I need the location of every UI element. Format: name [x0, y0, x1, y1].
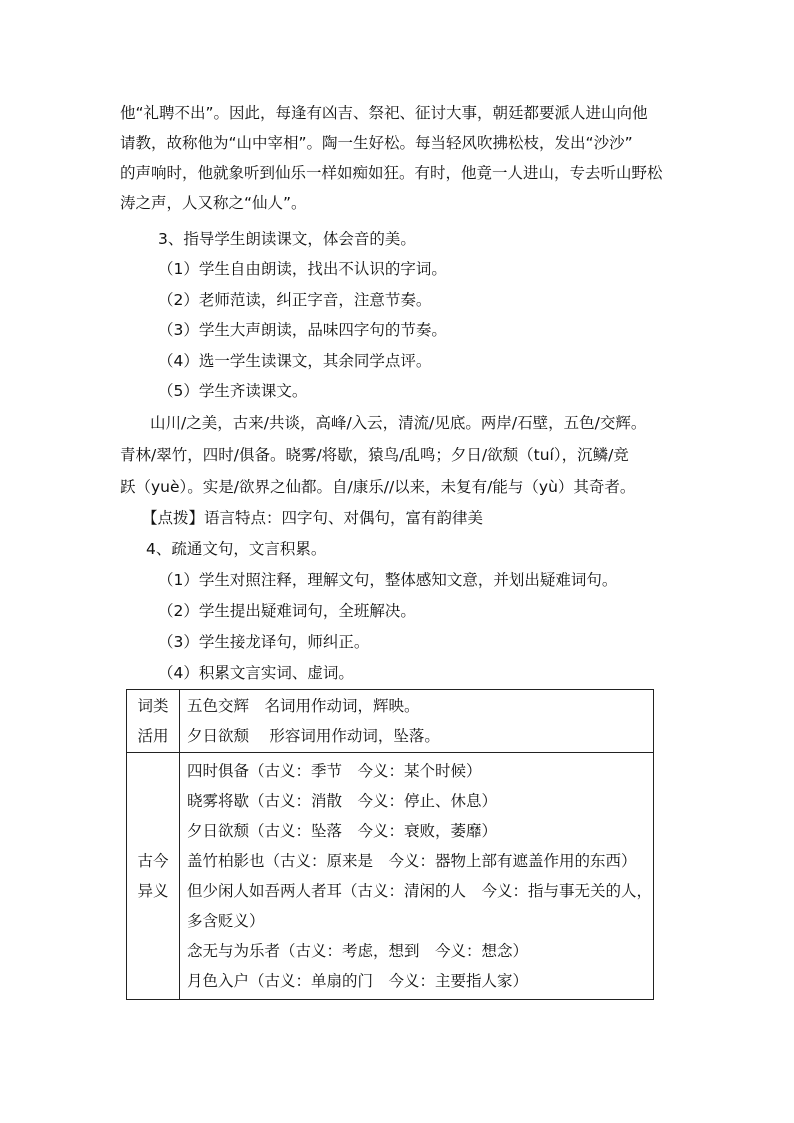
- step3-item: （4）选一学生读课文，其余同学点评。: [158, 352, 432, 370]
- tip-text: 语言特点：四字句、对偶句，富有韵律美: [204, 509, 484, 527]
- content-line: 盖竹柏影也（古义：原来是 今义：器物上部有遮盖作用的东西）: [187, 852, 637, 870]
- table-row: [127, 690, 654, 753]
- category-cell: [127, 753, 180, 1000]
- passage-line: 山川/之美，古来/共谈，高峰/入云，清流/见底。两岸/石壁，五色/交辉。: [150, 414, 647, 432]
- tip-line: [142, 508, 702, 528]
- table-row: [127, 753, 654, 1000]
- content-cell: [180, 753, 654, 1000]
- step3-item: （5）学生齐读课文。: [158, 382, 308, 400]
- content-line: 夕日欲颓（古义：坠落 今义：衰败，萎靡）: [187, 822, 498, 840]
- passage-line: 青林/翠竹，四时/俱备。晓雾/将歇，猿鸟/乱鸣；夕日/欲颓（tuí），沉鳞/竞: [120, 446, 629, 464]
- passage-line: 跃（yuè）。实是/欲界之仙都。自/康乐//以来，未复有/能与（yù）其奇者。: [120, 478, 636, 496]
- step3-item: （2）老师范读，纠正字音，注意节奏。: [158, 291, 432, 309]
- category-label: 古今: [137, 852, 169, 870]
- category-label: 词类: [137, 697, 169, 715]
- step3-heading: 3、指导学生朗读课文，体会音的美。: [158, 230, 416, 248]
- step3-item: （3）学生大声朗读，品味四字句的节奏。: [158, 321, 447, 339]
- content-line: 五色交辉 名词用作动词，辉映。: [187, 697, 420, 715]
- step4-item: （1）学生对照注释，理解文句，整体感知文意，并划出疑难词句。: [158, 571, 618, 589]
- step3-item: （1）学生自由朗读，找出不认识的字词。: [158, 260, 447, 278]
- step4-heading: 4、疏通文句，文言积累。: [146, 540, 327, 558]
- step4-item: （3）学生接龙译句，师纠正。: [158, 633, 370, 651]
- content-line: 念无与为乐者（古义：考虑，想到 今义：想念）: [187, 942, 529, 960]
- content-line: 四时俱备（古义：季节 今义：某个时候）: [187, 762, 482, 780]
- content-line: 多含贬义）: [187, 912, 265, 930]
- category-label: 异义: [137, 882, 169, 900]
- paragraph-line: 他“礼聘不出”。因此，每逢有凶吉、祭祀、征讨大事，朝廷都要派人进山向他: [120, 104, 648, 122]
- paragraph-line: 涛之声，人又称之“仙人”。: [120, 194, 307, 212]
- content-line: 但少闲人如吾两人者耳（古义：清闲的人 今义：指与事无关的人，: [187, 882, 653, 900]
- content-cell: [180, 690, 654, 753]
- paragraph-line: 请教，故称他为“山中宰相”。陶一生好松。每当轻风吹拂松枝，发出“沙沙”: [120, 134, 633, 152]
- content-line: 月色入户（古义：单扇的门 今义：主要指人家）: [187, 972, 529, 990]
- step4-item: （2）学生提出疑难词句，全班解决。: [158, 602, 416, 620]
- step4-item: （4）积累文言实词、虚词。: [158, 664, 354, 682]
- tip-label: 【点拨】: [142, 509, 205, 527]
- vocabulary-table: [126, 689, 654, 1000]
- paragraph-line: 的声响时，他就象听到仙乐一样如痴如狂。有时，他竟一人进山，专去听山野松: [120, 164, 663, 182]
- category-cell: [127, 690, 180, 753]
- content-line: 夕日欲颓 形容词用作动词，坠落。: [187, 727, 440, 745]
- content-line: 晓雾将歇（古义：消散 今义：停止、休息）: [187, 792, 498, 810]
- category-label: 活用: [137, 727, 169, 745]
